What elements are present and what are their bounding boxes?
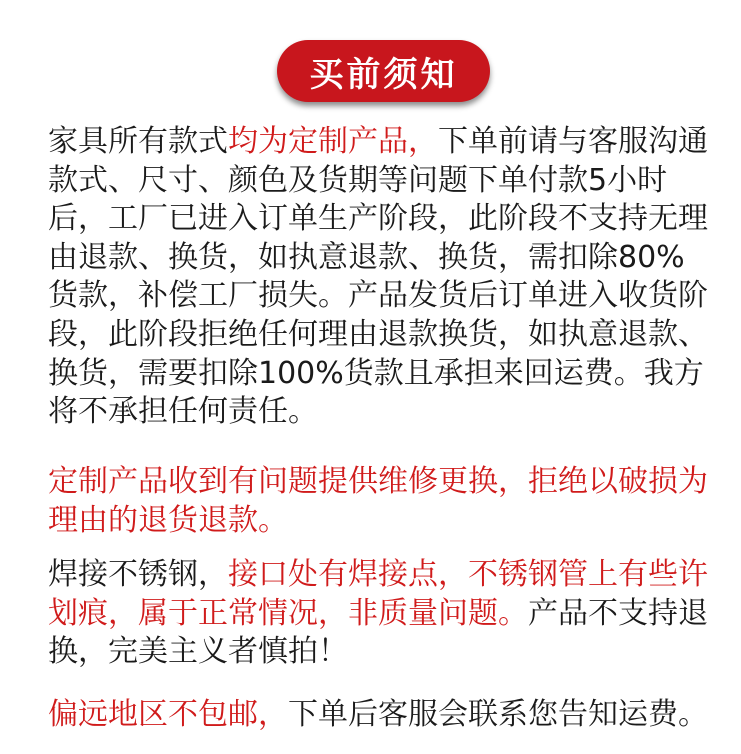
welding-text-highlight: 接口处有焊接点，不锈钢管上有些许划痕，属于正常情况，非质量问题。 bbox=[48, 557, 708, 631]
welding-text-end: 产品不支持退换，完美主义者慎拍！ bbox=[48, 595, 708, 670]
policy-text-body: 下单前请与客服沟通款式、尺寸、颜色及货期等问题下单付款5小时后，工厂已进入订单生产阶段，此阶段不支持无理由退款、换货，如执意退款、换货，需扣除80%货款，补偿工厂损失。产品发货后订单进入收货阶段，此阶段拒绝任何理由退款换货，如执意退款、换货，需要扣除100%货款且承担来回运费。我方将不承担任何责任。 bbox=[48, 124, 708, 430]
shipping-text-highlight: 偏远地区不包邮， bbox=[48, 697, 288, 732]
policy-text-intro: 家具所有款式 bbox=[48, 124, 228, 159]
policy-text-highlight: 均为定制产品， bbox=[228, 124, 438, 159]
shipping-notice-paragraph bbox=[48, 696, 708, 735]
repair-replacement-paragraph bbox=[48, 463, 708, 540]
custom-product-policy-paragraph bbox=[48, 123, 708, 432]
welding-text-intro: 焊接不锈钢， bbox=[48, 557, 228, 592]
welding-notice-paragraph bbox=[48, 556, 708, 672]
shipping-text-body: 下单后客服会联系您告知运费。 bbox=[288, 697, 708, 732]
page-title: 买前须知 bbox=[309, 54, 458, 95]
repair-text: 定制产品收到有问题提供维修更换，拒绝以破损为理由的退货退款。 bbox=[48, 464, 708, 538]
notice-title-badge bbox=[277, 40, 490, 102]
